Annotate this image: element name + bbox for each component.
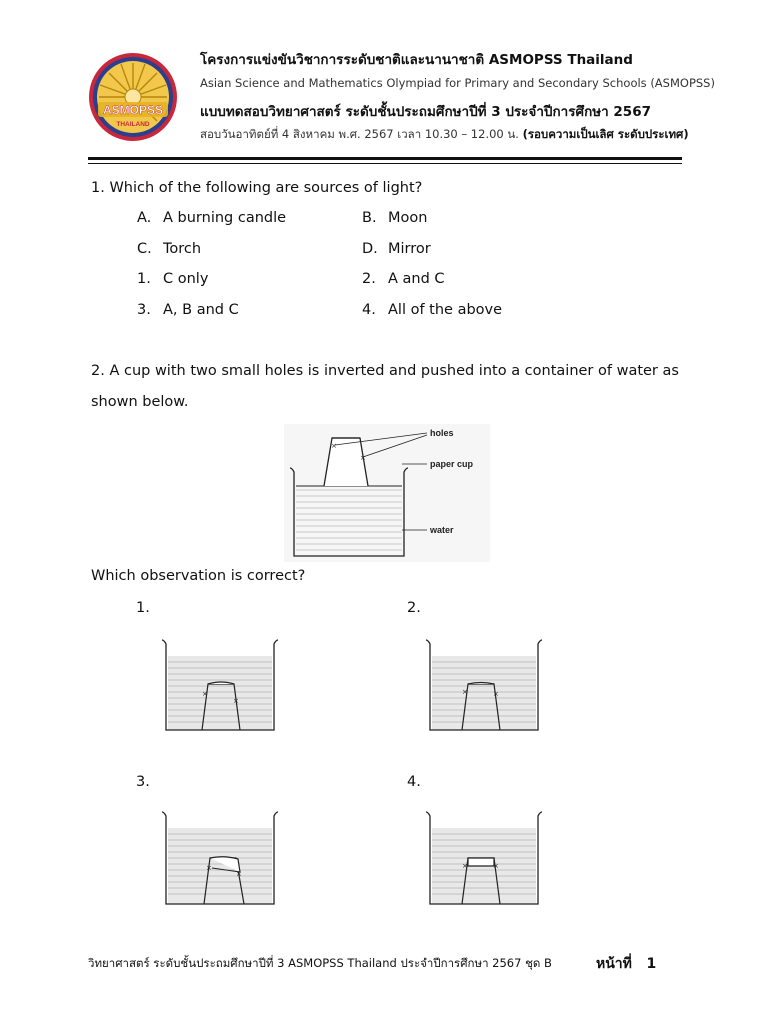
q1-option-b <box>362 210 427 226</box>
q2-choice-2-label: 2. <box>407 600 421 616</box>
option-text: Moon <box>388 210 428 226</box>
q1-answer-4 <box>362 302 502 318</box>
option-key: A. <box>137 210 152 226</box>
option-key: 3. <box>137 302 151 318</box>
svg-text:×: × <box>493 862 499 870</box>
page-number-value: 1 <box>646 956 657 972</box>
page-number <box>596 953 656 975</box>
q1-option-d <box>362 241 431 257</box>
option-text: A burning candle <box>163 210 287 226</box>
option-text: Torch <box>163 241 202 257</box>
q2-choice-4-diagram <box>424 806 544 910</box>
footer-text: วิทยาศาสตร์ ระดับชั้นประถมศึกษาปีที่ 3 ASMOPSS Thailand ประจำปีการศึกษา 2567 ชุด B <box>88 956 552 970</box>
option-text: A, B and C <box>163 302 239 318</box>
q2-choice-4-label: 4. <box>407 774 421 790</box>
q1-answer-1 <box>137 271 208 287</box>
q2-choice-3-label: 3. <box>136 774 150 790</box>
label-paper-cup: paper cup <box>430 459 474 469</box>
option-key: C. <box>137 241 152 257</box>
question-1-text: 1. Which of the following are sources of light? <box>91 180 423 196</box>
logo-text-top: ASMOPSS <box>102 103 164 117</box>
page-label: หน้าที่ <box>596 956 632 972</box>
option-key: 1. <box>137 271 151 287</box>
svg-text:×: × <box>493 690 499 698</box>
option-text: Mirror <box>388 241 431 257</box>
label-water: water <box>430 525 454 535</box>
option-text: All of the above <box>388 302 503 318</box>
asmopss-logo <box>88 52 178 142</box>
exam-round: (รอบความเป็นเลิศ ระดับประเทศ) <box>522 127 689 141</box>
svg-text:×: × <box>331 442 337 450</box>
exam-date: สอบวันอาทิตย์ที่ 4 สิงหาคม พ.ศ. 2567 เวลา 10.30 – 12.00 น. <box>200 127 519 141</box>
svg-text:×: × <box>462 688 468 696</box>
exam-title: แบบทดสอบวิทยาศาสตร์ ระดับชั้นประถมศึกษาปีที่ 3 ประจำปีการศึกษา 2567 <box>200 104 651 120</box>
q1-answer-3 <box>137 302 239 318</box>
svg-text:×: × <box>236 870 242 878</box>
option-text: C only <box>163 271 209 287</box>
exam-date-line <box>200 126 689 144</box>
q2-choice-1-label: 1. <box>136 600 150 616</box>
svg-text:×: × <box>360 454 366 462</box>
svg-text:×: × <box>233 697 239 705</box>
header-title-thai: โครงการแข่งขันวิชาการระดับชาติและนานาชาติ ASMOPSS Thailand <box>200 52 633 68</box>
header-title-english: Asian Science and Mathematics Olympiad for Primary and Secondary Schools (ASMOPSS) <box>200 76 715 90</box>
option-key: 2. <box>362 271 376 287</box>
q1-answer-2 <box>362 271 445 287</box>
q2-choice-2-diagram <box>424 634 544 736</box>
option-key: 4. <box>362 302 376 318</box>
header-rule-thin <box>88 163 682 164</box>
q1-option-c <box>137 241 201 257</box>
header-rule-thick <box>88 157 682 160</box>
svg-text:×: × <box>462 862 468 870</box>
question-2-prompt: Which observation is correct? <box>91 568 306 584</box>
q2-choice-3-diagram <box>160 806 280 910</box>
option-key: B. <box>362 210 377 226</box>
question-2-text-line1: 2. A cup with two small holes is inverted and pushed into a container of water as <box>91 363 679 379</box>
option-key: D. <box>362 241 378 257</box>
option-text: A and C <box>388 271 445 287</box>
q1-option-a <box>137 210 286 226</box>
label-holes: holes <box>430 428 454 438</box>
svg-text:×: × <box>202 690 208 698</box>
question-2-text-line2: shown below. <box>91 394 189 410</box>
cup-in-water-diagram <box>284 424 490 562</box>
q2-choice-1-diagram <box>160 634 280 736</box>
logo-text-bottom: THAILAND <box>116 121 150 128</box>
svg-text:×: × <box>206 864 212 872</box>
